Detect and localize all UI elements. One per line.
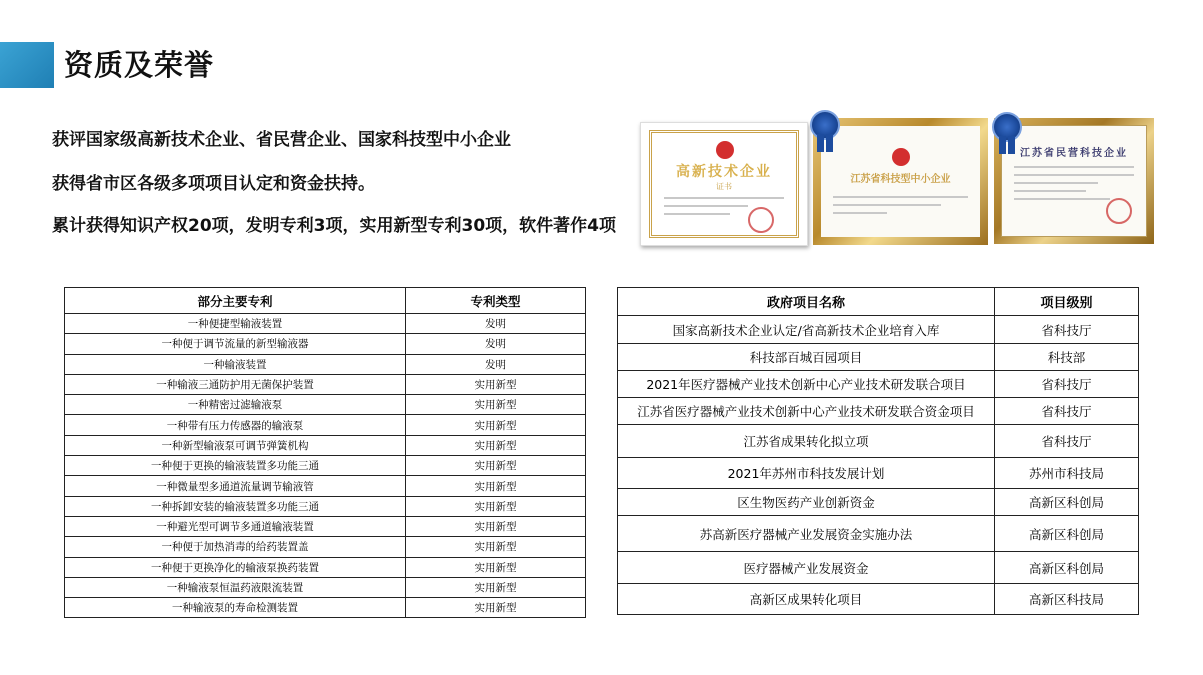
table-row bbox=[618, 398, 1139, 425]
patent-name: 一种带有压力传感器的输液泵 bbox=[65, 415, 406, 435]
project-level: 省科技厅 bbox=[995, 398, 1139, 425]
table-row bbox=[65, 476, 586, 496]
highlight-line: 累计获得知识产权20项，发明专利3项，实用新型专利30项，软件著作4项 bbox=[52, 216, 616, 236]
patent-type: 实用新型 bbox=[406, 476, 586, 496]
project-level: 高新区科创局 bbox=[995, 552, 1139, 584]
patent-type: 实用新型 bbox=[406, 395, 586, 415]
table-row bbox=[618, 425, 1139, 458]
table-row bbox=[65, 516, 586, 536]
column-header: 项目级别 bbox=[995, 288, 1139, 316]
patent-name: 一种避光型可调节多通道输液装置 bbox=[65, 516, 406, 536]
project-level: 科技部 bbox=[995, 344, 1139, 371]
table-header-row bbox=[618, 288, 1139, 316]
certificate-tech-sme bbox=[813, 118, 988, 245]
table-row bbox=[618, 552, 1139, 584]
ribbon-icon bbox=[999, 136, 1006, 154]
project-level: 省科技厅 bbox=[995, 371, 1139, 398]
patent-name: 一种精密过滤输液泵 bbox=[65, 395, 406, 415]
project-level: 高新区科创局 bbox=[995, 489, 1139, 516]
patent-name: 一种便于更换的输液装置多功能三通 bbox=[65, 456, 406, 476]
patent-type: 实用新型 bbox=[406, 516, 586, 536]
column-header: 政府项目名称 bbox=[618, 288, 995, 316]
patent-type: 实用新型 bbox=[406, 598, 586, 618]
patent-type: 实用新型 bbox=[406, 374, 586, 394]
ribbon-icon bbox=[817, 134, 824, 152]
highlight-line: 获得省市区各级多项项目认定和资金扶持。 bbox=[52, 174, 375, 194]
table-row bbox=[65, 557, 586, 577]
award-rosette-icon bbox=[992, 112, 1022, 142]
table-row bbox=[65, 456, 586, 476]
table-row bbox=[618, 489, 1139, 516]
project-name: 江苏省成果转化拟立项 bbox=[618, 425, 995, 458]
table-row bbox=[618, 316, 1139, 344]
patent-type: 实用新型 bbox=[406, 537, 586, 557]
patent-type: 实用新型 bbox=[406, 577, 586, 597]
project-level: 苏州市科技局 bbox=[995, 458, 1139, 489]
patent-name: 一种新型输液泵可调节弹簧机构 bbox=[65, 435, 406, 455]
patent-name: 一种输液三通防护用无菌保护装置 bbox=[65, 374, 406, 394]
table-header-row bbox=[65, 288, 586, 314]
red-seal-icon bbox=[748, 207, 774, 233]
table-row bbox=[618, 371, 1139, 398]
table-row bbox=[618, 344, 1139, 371]
table-row bbox=[65, 334, 586, 354]
table-row bbox=[65, 374, 586, 394]
patent-type: 发明 bbox=[406, 354, 586, 374]
certificate-private-tech-enterprise bbox=[994, 118, 1154, 244]
project-name: 江苏省医疗器械产业技术创新中心产业技术研发联合资金项目 bbox=[618, 398, 995, 425]
highlight-line: 获评国家级高新技术企业、省民营企业、国家科技型中小企业 bbox=[52, 130, 511, 150]
ribbon-icon bbox=[1008, 136, 1015, 154]
award-rosette-icon bbox=[810, 110, 840, 140]
certificate-title: 江苏省科技型中小企业 bbox=[850, 174, 951, 185]
project-name: 高新区成果转化项目 bbox=[618, 584, 995, 615]
national-emblem-icon bbox=[716, 141, 734, 159]
table-row bbox=[618, 458, 1139, 489]
patent-name: 一种输液泵的寿命检测装置 bbox=[65, 598, 406, 618]
patent-type: 实用新型 bbox=[406, 496, 586, 516]
project-level: 高新区科创局 bbox=[995, 516, 1139, 552]
patent-name: 一种输液泵恒温药液限流装置 bbox=[65, 577, 406, 597]
patent-type: 发明 bbox=[406, 314, 586, 334]
ribbon-icon bbox=[826, 134, 833, 152]
table-row bbox=[65, 415, 586, 435]
table-row bbox=[65, 435, 586, 455]
project-name: 区生物医药产业创新资金 bbox=[618, 489, 995, 516]
table-row bbox=[65, 354, 586, 374]
column-header: 专利类型 bbox=[406, 288, 586, 314]
project-level: 省科技厅 bbox=[995, 425, 1139, 458]
table-row bbox=[65, 577, 586, 597]
project-name: 科技部百城百园项目 bbox=[618, 344, 995, 371]
project-name: 2021年苏州市科技发展计划 bbox=[618, 458, 995, 489]
project-name: 2021年医疗器械产业技术创新中心产业技术研发联合项目 bbox=[618, 371, 995, 398]
table-row bbox=[65, 598, 586, 618]
table-row bbox=[618, 584, 1139, 615]
patent-type: 实用新型 bbox=[406, 557, 586, 577]
page-title: 资质及荣誉 bbox=[64, 48, 215, 82]
patent-name: 一种便于更换净化的输液泵换药装置 bbox=[65, 557, 406, 577]
patent-name: 一种微量型多通道流量调节输液管 bbox=[65, 476, 406, 496]
table-row bbox=[65, 496, 586, 516]
project-name: 医疗器械产业发展资金 bbox=[618, 552, 995, 584]
column-header: 部分主要专利 bbox=[65, 288, 406, 314]
patent-type: 实用新型 bbox=[406, 456, 586, 476]
project-name: 国家高新技术企业认定/省高新技术企业培育入库 bbox=[618, 316, 995, 344]
patent-name: 一种便于加热消毒的给药装置盖 bbox=[65, 537, 406, 557]
certificate-subtitle: 证书 bbox=[716, 182, 732, 191]
patent-type: 实用新型 bbox=[406, 435, 586, 455]
patent-name: 一种便于调节流量的新型输液器 bbox=[65, 334, 406, 354]
patent-type: 发明 bbox=[406, 334, 586, 354]
table-row bbox=[65, 537, 586, 557]
certificate-title: 江苏省民营科技企业 bbox=[1020, 148, 1128, 159]
patent-name: 一种便捷型输液装置 bbox=[65, 314, 406, 334]
certificate-title: 高新技术企业 bbox=[676, 164, 772, 180]
title-accent-bar bbox=[0, 42, 54, 88]
government-projects-table bbox=[617, 287, 1139, 615]
table-row bbox=[618, 516, 1139, 552]
patents-table bbox=[64, 287, 586, 618]
patent-name: 一种输液装置 bbox=[65, 354, 406, 374]
red-seal-icon bbox=[1106, 198, 1132, 224]
patent-name: 一种拆卸安装的输液装置多功能三通 bbox=[65, 496, 406, 516]
project-level: 高新区科技局 bbox=[995, 584, 1139, 615]
table-row bbox=[65, 314, 586, 334]
table-row bbox=[65, 395, 586, 415]
certificate-text-lines bbox=[833, 196, 968, 220]
national-emblem-icon bbox=[892, 148, 910, 166]
patent-type: 实用新型 bbox=[406, 415, 586, 435]
certificate-high-tech-enterprise bbox=[640, 122, 808, 246]
project-level: 省科技厅 bbox=[995, 316, 1139, 344]
project-name: 苏高新医疗器械产业发展资金实施办法 bbox=[618, 516, 995, 552]
